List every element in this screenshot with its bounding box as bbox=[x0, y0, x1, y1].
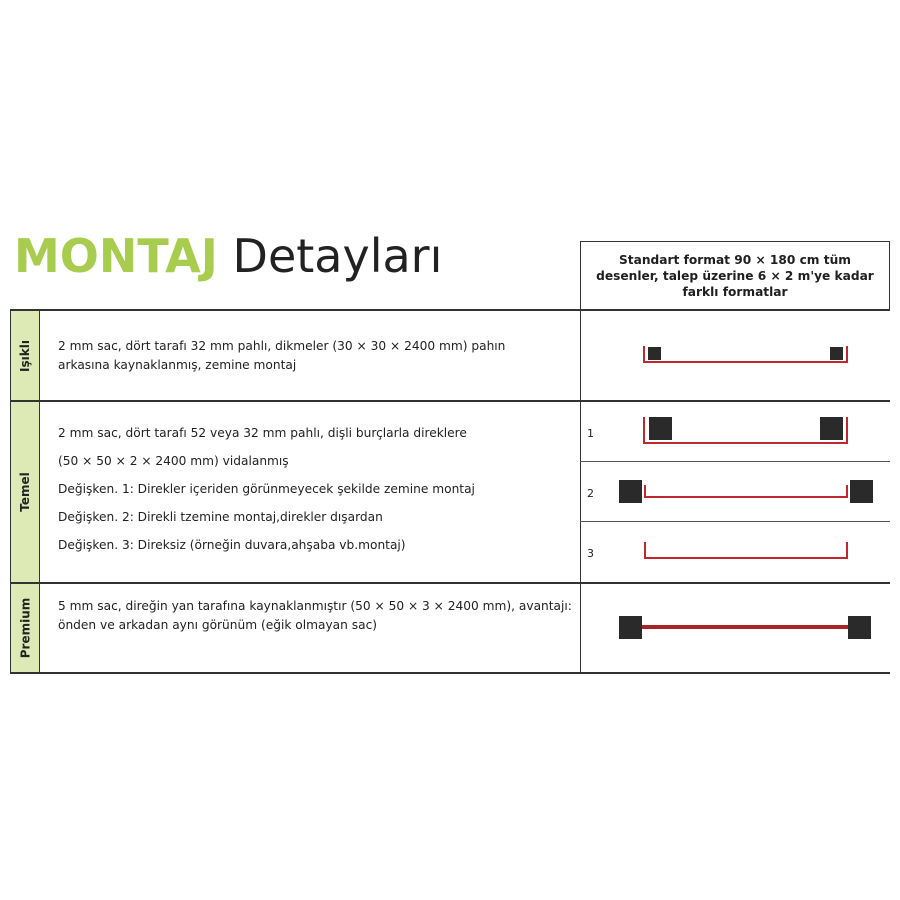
variant-number-1: 1 bbox=[587, 427, 594, 440]
premium-diagram bbox=[619, 616, 871, 639]
post-right bbox=[830, 347, 843, 360]
variant-number-3: 3 bbox=[587, 547, 594, 560]
isikli-diagram bbox=[644, 346, 847, 362]
variant-number-2: 2 bbox=[587, 487, 594, 500]
row-label-premium: Premium bbox=[11, 584, 39, 672]
post-right bbox=[850, 480, 873, 503]
sheet-profile bbox=[644, 417, 847, 443]
post-left bbox=[649, 417, 672, 440]
sheet-profile bbox=[645, 485, 847, 497]
description-premium: 5 mm sac, direğin yan tarafına kaynaklanmıştır (50 × 50 × 3 × 2400 mm), avantajı: önden ve arkadan aynı görünüm (eğik olmayan sac) bbox=[58, 599, 572, 632]
temel-variant-2-diagram bbox=[619, 480, 873, 503]
post-left bbox=[648, 347, 661, 360]
title-accent: MONTAJ bbox=[14, 229, 218, 283]
post-left bbox=[619, 616, 642, 639]
temel-variant-1-diagram bbox=[644, 417, 847, 443]
description-temel: 2 mm sac, dört tarafı 52 veya 32 mm pahlı, dişli burçlarla direklere (50 × 50 × 2 × 2400 mm) vidalanmış Değişken. 1: Direkler içeriden görünmeyecek şekilde zemine montaj Değişken. 2: Direkli tzemine montaj,direkler dışardan Değişken. 3: Direksiz (örneğin duvara,ahşaba vb.montaj) bbox=[58, 426, 475, 552]
description-isikli: 2 mm sac, dört tarafı 32 mm pahlı, dikmeler (30 × 30 × 2400 mm) pahın arkasına kaynaklanmış, zemine montaj bbox=[58, 339, 506, 372]
row-label-temel: Temel bbox=[11, 402, 39, 582]
post-right bbox=[820, 417, 843, 440]
post-left bbox=[619, 480, 642, 503]
row-label-isikli: Işıklı bbox=[11, 311, 39, 400]
post-right bbox=[848, 616, 871, 639]
temel-variant-3-diagram bbox=[645, 542, 847, 558]
sheet-profile bbox=[644, 346, 847, 362]
sheet-profile bbox=[645, 542, 847, 558]
format-header: Standart format 90 × 180 cm tüm desenler, talep üzerine 6 × 2 m'ye kadar farklı formatlar bbox=[580, 241, 890, 309]
title-rest: Detayları bbox=[232, 229, 443, 283]
